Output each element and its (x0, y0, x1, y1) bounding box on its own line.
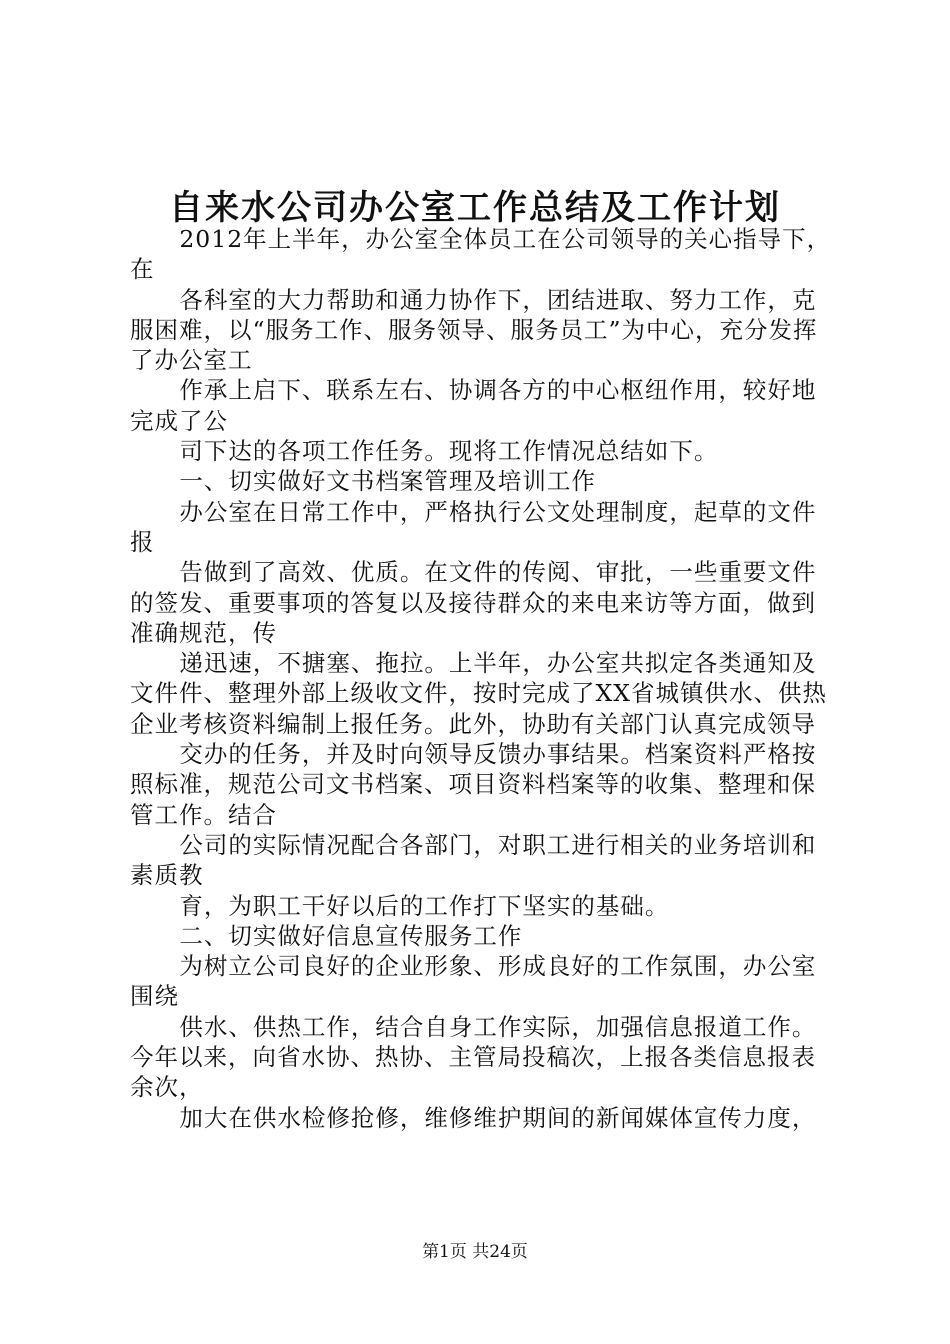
page-footer: 第1页 共24页 (422, 1242, 528, 1262)
body-paragraph: 2012年上半年，办公室全体员工在公司领导的关心指导下，在 (130, 225, 832, 284)
section-heading: 一、切实做好文书档案管理及培训工作 (179, 467, 596, 496)
body-paragraph: 加大在供水检修抢修，维修维护期间的新闻媒体宣传力度， (179, 1103, 817, 1132)
body-paragraph: 告做到了高效、优质。在文件的传阅、审批，一些重要文件的签发、重要事项的答复以及接待群众的来电来访等方面，做到准确规范，传 (130, 558, 817, 647)
document-body (130, 224, 835, 1133)
body-paragraph: 交办的任务，并及时向领导反馈办事结果。档案资料严格按照标准，规范公司文书档案、项目资料档案等的收集、整理和保管工作。结合 (130, 740, 817, 829)
section-heading: 二、切实做好信息宣传服务工作 (179, 921, 523, 950)
body-paragraph: 供水、供热工作，结合自身工作实际，加强信息报道工作。今年以来，向省水协、热协、主管局投稿次，上报各类信息报表余次， (130, 1012, 817, 1102)
body-paragraph: 为树立公司良好的企业形象、形成良好的工作氛围，办公室围绕 (130, 952, 817, 1011)
body-paragraph: 司下达的各项工作任务。现将工作情况总结如下。 (179, 437, 719, 466)
body-paragraph: 递迅速，不搪塞、拖拉。上半年，办公室共拟定各类通知及文件件、整理外部上级收文件，按时完成了XX省城镇供水、供热企业考核资料编制上报任务。此外，协助有关部门认真完成领导 (130, 649, 827, 738)
body-paragraph: 办公室在日常工作中，严格执行公文处理制度，起草的文件报 (130, 497, 817, 556)
document-title: 自来水公司办公室工作总结及工作计划 (169, 188, 781, 228)
body-paragraph: 公司的实际情况配合各部门，对职工进行相关的业务培训和素质教 (130, 830, 817, 890)
body-paragraph: 各科室的大力帮助和通力协作下，团结进取、努力工作，克服困难，以“服务工作、服务领导、服务员工”为中心，充分发挥了办公室工 (130, 285, 818, 375)
body-paragraph: 作承上启下、联系左右、协调各方的中心枢纽作用，较好地完成了公 (130, 376, 817, 435)
body-paragraph: 育，为职工干好以后的工作打下坚实的基础。 (179, 891, 670, 920)
